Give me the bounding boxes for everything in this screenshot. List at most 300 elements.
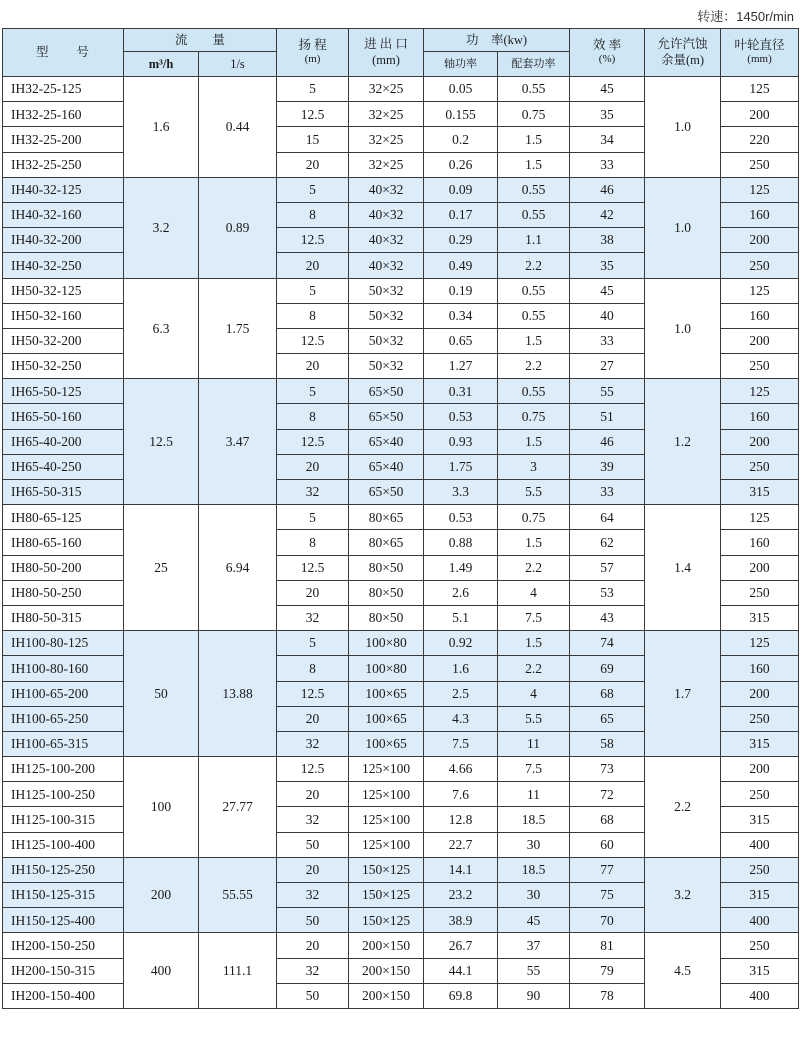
- npsh-cell: 1.4: [645, 505, 721, 631]
- inlet-outlet-cell: 80×65: [349, 530, 424, 555]
- motor-power-cell: 45: [498, 908, 570, 933]
- inlet-outlet-cell: 150×125: [349, 857, 424, 882]
- model-cell: IH65-40-250: [3, 454, 124, 479]
- efficiency-cell: 62: [570, 530, 645, 555]
- header-npsh-line1: 允许汽蚀: [657, 36, 708, 51]
- model-cell: IH32-25-160: [3, 102, 124, 127]
- shaft-power-cell: 0.88: [424, 530, 498, 555]
- shaft-power-cell: 0.2: [424, 127, 498, 152]
- inlet-outlet-cell: 50×32: [349, 354, 424, 379]
- shaft-power-cell: 0.29: [424, 228, 498, 253]
- table-row: [3, 757, 799, 782]
- impeller-cell: 125: [721, 177, 799, 202]
- inlet-outlet-cell: 65×50: [349, 379, 424, 404]
- inlet-outlet-cell: 65×40: [349, 454, 424, 479]
- impeller-cell: 400: [721, 983, 799, 1008]
- impeller-cell: 400: [721, 908, 799, 933]
- impeller-cell: 200: [721, 757, 799, 782]
- motor-power-cell: 2.2: [498, 354, 570, 379]
- model-cell: IH150-125-400: [3, 908, 124, 933]
- inlet-outlet-cell: 65×40: [349, 429, 424, 454]
- head-cell: 50: [277, 908, 349, 933]
- efficiency-cell: 60: [570, 832, 645, 857]
- shaft-power-cell: 0.53: [424, 505, 498, 530]
- table-row: [3, 857, 799, 882]
- efficiency-cell: 77: [570, 857, 645, 882]
- model-cell: IH100-65-315: [3, 731, 124, 756]
- shaft-power-cell: 0.05: [424, 77, 498, 102]
- inlet-outlet-cell: 50×32: [349, 328, 424, 353]
- impeller-cell: 220: [721, 127, 799, 152]
- model-cell: IH65-50-160: [3, 404, 124, 429]
- model-cell: IH80-65-125: [3, 505, 124, 530]
- efficiency-cell: 75: [570, 883, 645, 908]
- efficiency-cell: 45: [570, 278, 645, 303]
- shaft-power-cell: 2.5: [424, 681, 498, 706]
- shaft-power-cell: 69.8: [424, 983, 498, 1008]
- model-cell: IH32-25-125: [3, 77, 124, 102]
- motor-power-cell: 7.5: [498, 757, 570, 782]
- efficiency-cell: 81: [570, 933, 645, 958]
- motor-power-cell: 90: [498, 983, 570, 1008]
- efficiency-cell: 53: [570, 580, 645, 605]
- head-cell: 5: [277, 177, 349, 202]
- impeller-cell: 125: [721, 278, 799, 303]
- shaft-power-cell: 2.6: [424, 580, 498, 605]
- header-inlet-outlet-unit: (mm): [372, 52, 400, 67]
- efficiency-cell: 40: [570, 303, 645, 328]
- shaft-power-cell: 1.49: [424, 555, 498, 580]
- impeller-cell: 250: [721, 933, 799, 958]
- efficiency-cell: 68: [570, 807, 645, 832]
- npsh-cell: 1.2: [645, 379, 721, 505]
- table-row: [3, 379, 799, 404]
- motor-power-cell: 1.5: [498, 429, 570, 454]
- flow-ls-cell: 111.1: [199, 933, 277, 1009]
- inlet-outlet-cell: 80×50: [349, 605, 424, 630]
- motor-power-cell: 5.5: [498, 706, 570, 731]
- shaft-power-cell: 0.65: [424, 328, 498, 353]
- header-motor-power: 配套功率: [498, 52, 570, 77]
- motor-power-cell: 0.75: [498, 404, 570, 429]
- header-head-unit: (m): [304, 53, 321, 66]
- inlet-outlet-cell: 40×32: [349, 202, 424, 227]
- model-cell: IH40-32-250: [3, 253, 124, 278]
- inlet-outlet-cell: 100×65: [349, 706, 424, 731]
- head-cell: 32: [277, 605, 349, 630]
- efficiency-cell: 42: [570, 202, 645, 227]
- motor-power-cell: 4: [498, 681, 570, 706]
- inlet-outlet-cell: 80×50: [349, 555, 424, 580]
- model-cell: IH50-32-200: [3, 328, 124, 353]
- motor-power-cell: 1.5: [498, 152, 570, 177]
- efficiency-cell: 46: [570, 177, 645, 202]
- efficiency-cell: 46: [570, 429, 645, 454]
- impeller-cell: 160: [721, 530, 799, 555]
- efficiency-cell: 78: [570, 983, 645, 1008]
- shaft-power-cell: 7.6: [424, 782, 498, 807]
- motor-power-cell: 11: [498, 782, 570, 807]
- impeller-cell: 200: [721, 429, 799, 454]
- model-cell: IH80-50-250: [3, 580, 124, 605]
- inlet-outlet-cell: 32×25: [349, 77, 424, 102]
- shaft-power-cell: 0.19: [424, 278, 498, 303]
- head-cell: 20: [277, 454, 349, 479]
- model-cell: IH32-25-200: [3, 127, 124, 152]
- motor-power-cell: 0.55: [498, 202, 570, 227]
- motor-power-cell: 30: [498, 832, 570, 857]
- model-cell: IH50-32-160: [3, 303, 124, 328]
- motor-power-cell: 55: [498, 958, 570, 983]
- shaft-power-cell: 22.7: [424, 832, 498, 857]
- impeller-cell: 250: [721, 782, 799, 807]
- table-row: [3, 77, 799, 102]
- motor-power-cell: 1.1: [498, 228, 570, 253]
- header-inlet-outlet-label: 进 出 口: [364, 36, 408, 51]
- table-row: [3, 933, 799, 958]
- header-impeller-label: 叶轮直径: [734, 37, 785, 52]
- header-inlet-outlet: [349, 29, 424, 77]
- efficiency-cell: 64: [570, 505, 645, 530]
- head-cell: 32: [277, 958, 349, 983]
- head-cell: 20: [277, 580, 349, 605]
- impeller-cell: 315: [721, 958, 799, 983]
- motor-power-cell: 0.55: [498, 379, 570, 404]
- shaft-power-cell: 26.7: [424, 933, 498, 958]
- head-cell: 8: [277, 656, 349, 681]
- model-cell: IH200-150-315: [3, 958, 124, 983]
- impeller-cell: 250: [721, 152, 799, 177]
- motor-power-cell: 1.5: [498, 530, 570, 555]
- motor-power-cell: 18.5: [498, 807, 570, 832]
- head-cell: 8: [277, 530, 349, 555]
- motor-power-cell: 0.75: [498, 505, 570, 530]
- model-cell: IH125-100-315: [3, 807, 124, 832]
- header-head-label: 扬 程: [298, 37, 327, 52]
- model-cell: IH40-32-125: [3, 177, 124, 202]
- rotation-speed-label: 转速：1450r/min: [697, 9, 794, 24]
- motor-power-cell: 3: [498, 454, 570, 479]
- inlet-outlet-cell: 40×32: [349, 228, 424, 253]
- shaft-power-cell: 3.3: [424, 480, 498, 505]
- model-cell: IH65-40-200: [3, 429, 124, 454]
- flow-ls-cell: 55.55: [199, 857, 277, 933]
- impeller-cell: 125: [721, 505, 799, 530]
- impeller-cell: 160: [721, 404, 799, 429]
- head-cell: 20: [277, 152, 349, 177]
- header-power: 功 率(kw): [424, 29, 570, 52]
- head-cell: 32: [277, 807, 349, 832]
- motor-power-cell: 0.55: [498, 77, 570, 102]
- impeller-cell: 250: [721, 354, 799, 379]
- impeller-cell: 250: [721, 706, 799, 731]
- impeller-cell: 200: [721, 102, 799, 127]
- flow-m3h-cell: 400: [124, 933, 199, 1009]
- impeller-cell: 200: [721, 555, 799, 580]
- head-cell: 12.5: [277, 429, 349, 454]
- model-cell: IH200-150-250: [3, 933, 124, 958]
- head-cell: 12.5: [277, 102, 349, 127]
- flow-ls-cell: 1.75: [199, 278, 277, 379]
- inlet-outlet-cell: 150×125: [349, 883, 424, 908]
- model-cell: IH100-65-200: [3, 681, 124, 706]
- flow-ls-cell: 3.47: [199, 379, 277, 505]
- model-cell: IH65-50-125: [3, 379, 124, 404]
- inlet-outlet-cell: 200×150: [349, 983, 424, 1008]
- model-cell: IH80-65-160: [3, 530, 124, 555]
- efficiency-cell: 74: [570, 631, 645, 656]
- head-cell: 12.5: [277, 555, 349, 580]
- impeller-cell: 400: [721, 832, 799, 857]
- impeller-cell: 315: [721, 883, 799, 908]
- head-cell: 5: [277, 77, 349, 102]
- flow-m3h-cell: 1.6: [124, 77, 199, 178]
- inlet-outlet-cell: 100×80: [349, 656, 424, 681]
- flow-m3h-cell: 25: [124, 505, 199, 631]
- header-flow-m3h: m³/h: [124, 52, 199, 77]
- flow-ls-cell: 0.89: [199, 177, 277, 278]
- efficiency-cell: 33: [570, 328, 645, 353]
- shaft-power-cell: 23.2: [424, 883, 498, 908]
- impeller-cell: 250: [721, 857, 799, 882]
- model-cell: IH80-50-200: [3, 555, 124, 580]
- head-cell: 20: [277, 857, 349, 882]
- head-cell: 8: [277, 202, 349, 227]
- shaft-power-cell: 0.155: [424, 102, 498, 127]
- inlet-outlet-cell: 65×50: [349, 404, 424, 429]
- shaft-power-cell: 44.1: [424, 958, 498, 983]
- npsh-cell: 1.0: [645, 278, 721, 379]
- flow-ls-cell: 13.88: [199, 631, 277, 757]
- inlet-outlet-cell: 65×50: [349, 480, 424, 505]
- npsh-cell: 3.2: [645, 857, 721, 933]
- motor-power-cell: 2.2: [498, 656, 570, 681]
- head-cell: 20: [277, 933, 349, 958]
- model-cell: IH150-125-250: [3, 857, 124, 882]
- shaft-power-cell: 7.5: [424, 731, 498, 756]
- motor-power-cell: 4: [498, 580, 570, 605]
- model-cell: IH32-25-250: [3, 152, 124, 177]
- efficiency-cell: 70: [570, 908, 645, 933]
- npsh-cell: 4.5: [645, 933, 721, 1009]
- impeller-cell: 315: [721, 605, 799, 630]
- efficiency-cell: 55: [570, 379, 645, 404]
- inlet-outlet-cell: 32×25: [349, 102, 424, 127]
- efficiency-cell: 34: [570, 127, 645, 152]
- efficiency-cell: 68: [570, 681, 645, 706]
- efficiency-cell: 51: [570, 404, 645, 429]
- head-cell: 8: [277, 303, 349, 328]
- motor-power-cell: 1.5: [498, 631, 570, 656]
- npsh-cell: 1.0: [645, 77, 721, 178]
- table-body: [3, 77, 799, 1009]
- shaft-power-cell: 0.09: [424, 177, 498, 202]
- shaft-power-cell: 0.53: [424, 404, 498, 429]
- head-cell: 12.5: [277, 757, 349, 782]
- impeller-cell: 250: [721, 454, 799, 479]
- model-cell: IH125-100-400: [3, 832, 124, 857]
- impeller-cell: 315: [721, 807, 799, 832]
- header-flow-ls: 1/s: [199, 52, 277, 77]
- efficiency-cell: 33: [570, 480, 645, 505]
- impeller-cell: 125: [721, 379, 799, 404]
- model-cell: IH100-65-250: [3, 706, 124, 731]
- model-cell: IH40-32-200: [3, 228, 124, 253]
- motor-power-cell: 2.2: [498, 555, 570, 580]
- header-efficiency-label: 效 率: [592, 37, 622, 52]
- inlet-outlet-cell: 80×50: [349, 580, 424, 605]
- table-header: [3, 29, 799, 77]
- table-row: [3, 177, 799, 202]
- impeller-cell: 315: [721, 731, 799, 756]
- head-cell: 20: [277, 706, 349, 731]
- inlet-outlet-cell: 100×80: [349, 631, 424, 656]
- flow-ls-cell: 6.94: [199, 505, 277, 631]
- inlet-outlet-cell: 32×25: [349, 127, 424, 152]
- impeller-cell: 250: [721, 580, 799, 605]
- efficiency-cell: 33: [570, 152, 645, 177]
- head-cell: 50: [277, 832, 349, 857]
- flow-m3h-cell: 200: [124, 857, 199, 933]
- shaft-power-cell: 0.34: [424, 303, 498, 328]
- inlet-outlet-cell: 40×32: [349, 177, 424, 202]
- head-cell: 50: [277, 983, 349, 1008]
- shaft-power-cell: 0.92: [424, 631, 498, 656]
- motor-power-cell: 2.2: [498, 253, 570, 278]
- head-cell: 20: [277, 354, 349, 379]
- head-cell: 5: [277, 631, 349, 656]
- shaft-power-cell: 0.31: [424, 379, 498, 404]
- header-shaft-power: 轴功率: [424, 52, 498, 77]
- motor-power-cell: 37: [498, 933, 570, 958]
- flow-ls-cell: 0.44: [199, 77, 277, 178]
- efficiency-cell: 65: [570, 706, 645, 731]
- header-flow: 流 量: [124, 29, 277, 52]
- head-cell: 12.5: [277, 328, 349, 353]
- efficiency-cell: 35: [570, 253, 645, 278]
- shaft-power-cell: 38.9: [424, 908, 498, 933]
- head-cell: 32: [277, 480, 349, 505]
- model-cell: IH50-32-125: [3, 278, 124, 303]
- efficiency-cell: 57: [570, 555, 645, 580]
- efficiency-cell: 79: [570, 958, 645, 983]
- header-npsh-line2: 余量(m): [661, 52, 705, 67]
- head-cell: 15: [277, 127, 349, 152]
- inlet-outlet-cell: 125×100: [349, 832, 424, 857]
- inlet-outlet-cell: 40×32: [349, 253, 424, 278]
- shaft-power-cell: 5.1: [424, 605, 498, 630]
- flow-m3h-cell: 3.2: [124, 177, 199, 278]
- impeller-cell: 250: [721, 253, 799, 278]
- npsh-cell: 1.7: [645, 631, 721, 757]
- npsh-cell: 2.2: [645, 757, 721, 858]
- header-impeller-unit: (mm): [747, 53, 772, 66]
- model-cell: IH100-80-125: [3, 631, 124, 656]
- shaft-power-cell: 14.1: [424, 857, 498, 882]
- motor-power-cell: 11: [498, 731, 570, 756]
- impeller-cell: 160: [721, 656, 799, 681]
- flow-m3h-cell: 12.5: [124, 379, 199, 505]
- header-efficiency: [570, 29, 645, 77]
- flow-m3h-cell: 6.3: [124, 278, 199, 379]
- flow-m3h-cell: 100: [124, 757, 199, 858]
- shaft-power-cell: 0.17: [424, 202, 498, 227]
- inlet-outlet-cell: 200×150: [349, 958, 424, 983]
- head-cell: 5: [277, 278, 349, 303]
- motor-power-cell: 1.5: [498, 328, 570, 353]
- head-cell: 20: [277, 782, 349, 807]
- head-cell: 12.5: [277, 228, 349, 253]
- efficiency-cell: 39: [570, 454, 645, 479]
- flow-m3h-cell: 50: [124, 631, 199, 757]
- head-cell: 5: [277, 379, 349, 404]
- motor-power-cell: 18.5: [498, 857, 570, 882]
- shaft-power-cell: 4.66: [424, 757, 498, 782]
- shaft-power-cell: 0.93: [424, 429, 498, 454]
- model-cell: IH40-32-160: [3, 202, 124, 227]
- inlet-outlet-cell: 125×100: [349, 757, 424, 782]
- motor-power-cell: 30: [498, 883, 570, 908]
- efficiency-cell: 72: [570, 782, 645, 807]
- efficiency-cell: 35: [570, 102, 645, 127]
- motor-power-cell: 1.5: [498, 127, 570, 152]
- shaft-power-cell: 1.75: [424, 454, 498, 479]
- efficiency-cell: 73: [570, 757, 645, 782]
- table-row: [3, 505, 799, 530]
- model-cell: IH50-32-250: [3, 354, 124, 379]
- efficiency-cell: 58: [570, 731, 645, 756]
- model-cell: IH125-100-250: [3, 782, 124, 807]
- impeller-cell: 160: [721, 202, 799, 227]
- motor-power-cell: 5.5: [498, 480, 570, 505]
- inlet-outlet-cell: 100×65: [349, 731, 424, 756]
- shaft-power-cell: 1.27: [424, 354, 498, 379]
- impeller-cell: 160: [721, 303, 799, 328]
- header-model: 型 号: [3, 29, 124, 77]
- shaft-power-cell: 1.6: [424, 656, 498, 681]
- npsh-cell: 1.0: [645, 177, 721, 278]
- header-impeller: [721, 29, 799, 77]
- model-cell: IH65-50-315: [3, 480, 124, 505]
- head-cell: 32: [277, 731, 349, 756]
- impeller-cell: 125: [721, 631, 799, 656]
- header-efficiency-unit: (%): [598, 53, 616, 66]
- motor-power-cell: 0.55: [498, 303, 570, 328]
- model-cell: IH80-50-315: [3, 605, 124, 630]
- model-cell: IH100-80-160: [3, 656, 124, 681]
- model-cell: IH200-150-400: [3, 983, 124, 1008]
- head-cell: 20: [277, 253, 349, 278]
- model-cell: IH125-100-200: [3, 757, 124, 782]
- inlet-outlet-cell: 200×150: [349, 933, 424, 958]
- model-cell: IH150-125-315: [3, 883, 124, 908]
- table-row: [3, 631, 799, 656]
- efficiency-cell: 43: [570, 605, 645, 630]
- impeller-cell: 200: [721, 228, 799, 253]
- efficiency-cell: 45: [570, 77, 645, 102]
- inlet-outlet-cell: 50×32: [349, 278, 424, 303]
- header-npsh: [645, 29, 721, 77]
- impeller-cell: 125: [721, 77, 799, 102]
- inlet-outlet-cell: 125×100: [349, 782, 424, 807]
- head-cell: 32: [277, 883, 349, 908]
- shaft-power-cell: 0.26: [424, 152, 498, 177]
- inlet-outlet-cell: 125×100: [349, 807, 424, 832]
- inlet-outlet-cell: 32×25: [349, 152, 424, 177]
- flow-ls-cell: 27.77: [199, 757, 277, 858]
- efficiency-cell: 38: [570, 228, 645, 253]
- motor-power-cell: 7.5: [498, 605, 570, 630]
